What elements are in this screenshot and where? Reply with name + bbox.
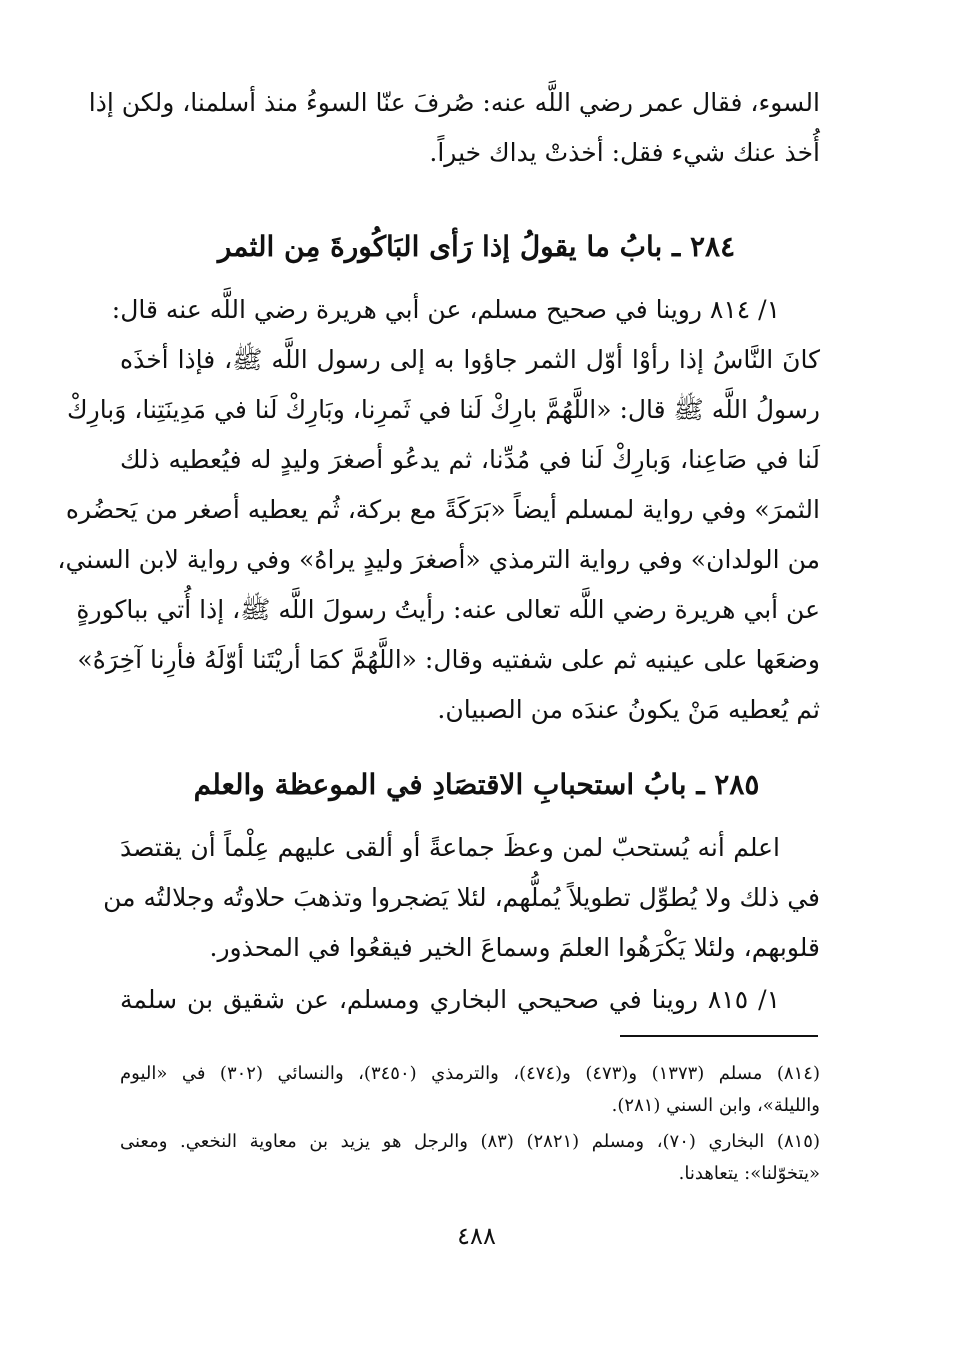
footnote-814-line: والليلة»، وابن السني (٢٨١). [611, 1095, 820, 1116]
text-line: عن أبي هريرة رضي اللَّه تعالى عنه: رأيتُ رسولَ اللَّه ﷺ، إذا أُتي بباكورةٍ [76, 595, 820, 624]
section-heading-285: ٢٨٥ ـ بابُ استحبابِ الاقتصَادِ في الموعظة والعلم [193, 768, 760, 801]
footnote-separator [620, 1035, 818, 1037]
text-line: من الولدان» وفي رواية الترمذي «أصغرَ وليدٍ يراهُ» وفي رواية لابن السني، [57, 545, 820, 574]
text-line: كانَ النَّاسُ إذا رأوْا أوّل الثمر جاؤوا به إلى رسول اللَّه ﷺ، فإذا أخذَه [120, 345, 820, 374]
text-line: الثمرَ» وفي رواية لمسلم أيضاً «بَرَكَةً مع بركة، ثُم يعطيه أصغر من يَحضُره [65, 495, 820, 524]
page-number: ٤٨٨ [457, 1222, 496, 1250]
footnote-814-line: (٨١٤) مسلم (١٣٧٣) و(٤٧٣) و(٤٧٤)، والترمذي (٣٤٥٠)، والنسائي (٣٠٢) في «اليوم [120, 1063, 820, 1084]
text-line: وضعَها على عينيه ثم على شفتيه وقال: «اللَّهُمَّ كمَا أريْتَنا أوّلَهُ فأرِنا آخِرَهُ» [77, 645, 820, 674]
footnote-815-line: «يتخوّلنا»: يتعاهدنا. [678, 1163, 820, 1184]
text-line: ثم يُعطيه مَنْ يكونُ عندَه من الصبيان. [437, 695, 820, 724]
text-line: قلوبهم، ولئلا يَكْرَهُوا العلمَ وسماعَ الخير فيقعُوا في المحذور. [209, 933, 820, 962]
text-line: أُخذ عنك شيء فقل: أخذتْ يداك خيراً. [429, 138, 820, 167]
text-line: اعلم أنه يُستحبّ لمن وعظَ جماعةً أو ألقى عليهم عِلْماً أن يقتصدَ [120, 833, 780, 862]
text-line: لَنا في صَاعِنا، وَبارِكْ لَنا في مُدِّنا، ثم يدعُو أصغرَ وليدٍ له فيُعطيه ذلك [120, 445, 820, 474]
text-line: في ذلك ولا يُطوِّل تطويلاً يُملُّهم، لئلا يَضجروا وتذهبَ حلاوتُه وجلالتُه من [103, 883, 820, 912]
footnote-815-line: (٨١٥) البخاري (٧٠)، ومسلم (٢٨٢١) (٨٣) والرجل هو يزيد بن معاوية النخعي. ومعنى [120, 1131, 820, 1152]
section-heading-284: ٢٨٤ ـ بابُ ما يقولُ إذا رَأى البَاكُورةَ مِن الثمر [217, 230, 736, 263]
hadith-intro-815: ١/ ٨١٥ روينا في صحيحي البخاري ومسلم، عن شقيق بن سلمة [120, 985, 780, 1014]
hadith-intro-814: ١/ ٨١٤ روينا في صحيح مسلم، عن أبي هريرة رضي اللَّه عنه قال: [111, 295, 780, 324]
text-line: السوء، فقال عمر رضي اللَّه عنه: صُرفَ عنّا السوءُ منذ أسلمنا، ولكن إذا [88, 88, 820, 117]
text-line: رسولُ اللَّه ﷺ قال: «اللَّهُمَّ بارِكْ لَنا في ثَمرِنا، وبَارِكْ لَنا في مَدِينَتِنا، وَبارِكْ [67, 395, 820, 424]
